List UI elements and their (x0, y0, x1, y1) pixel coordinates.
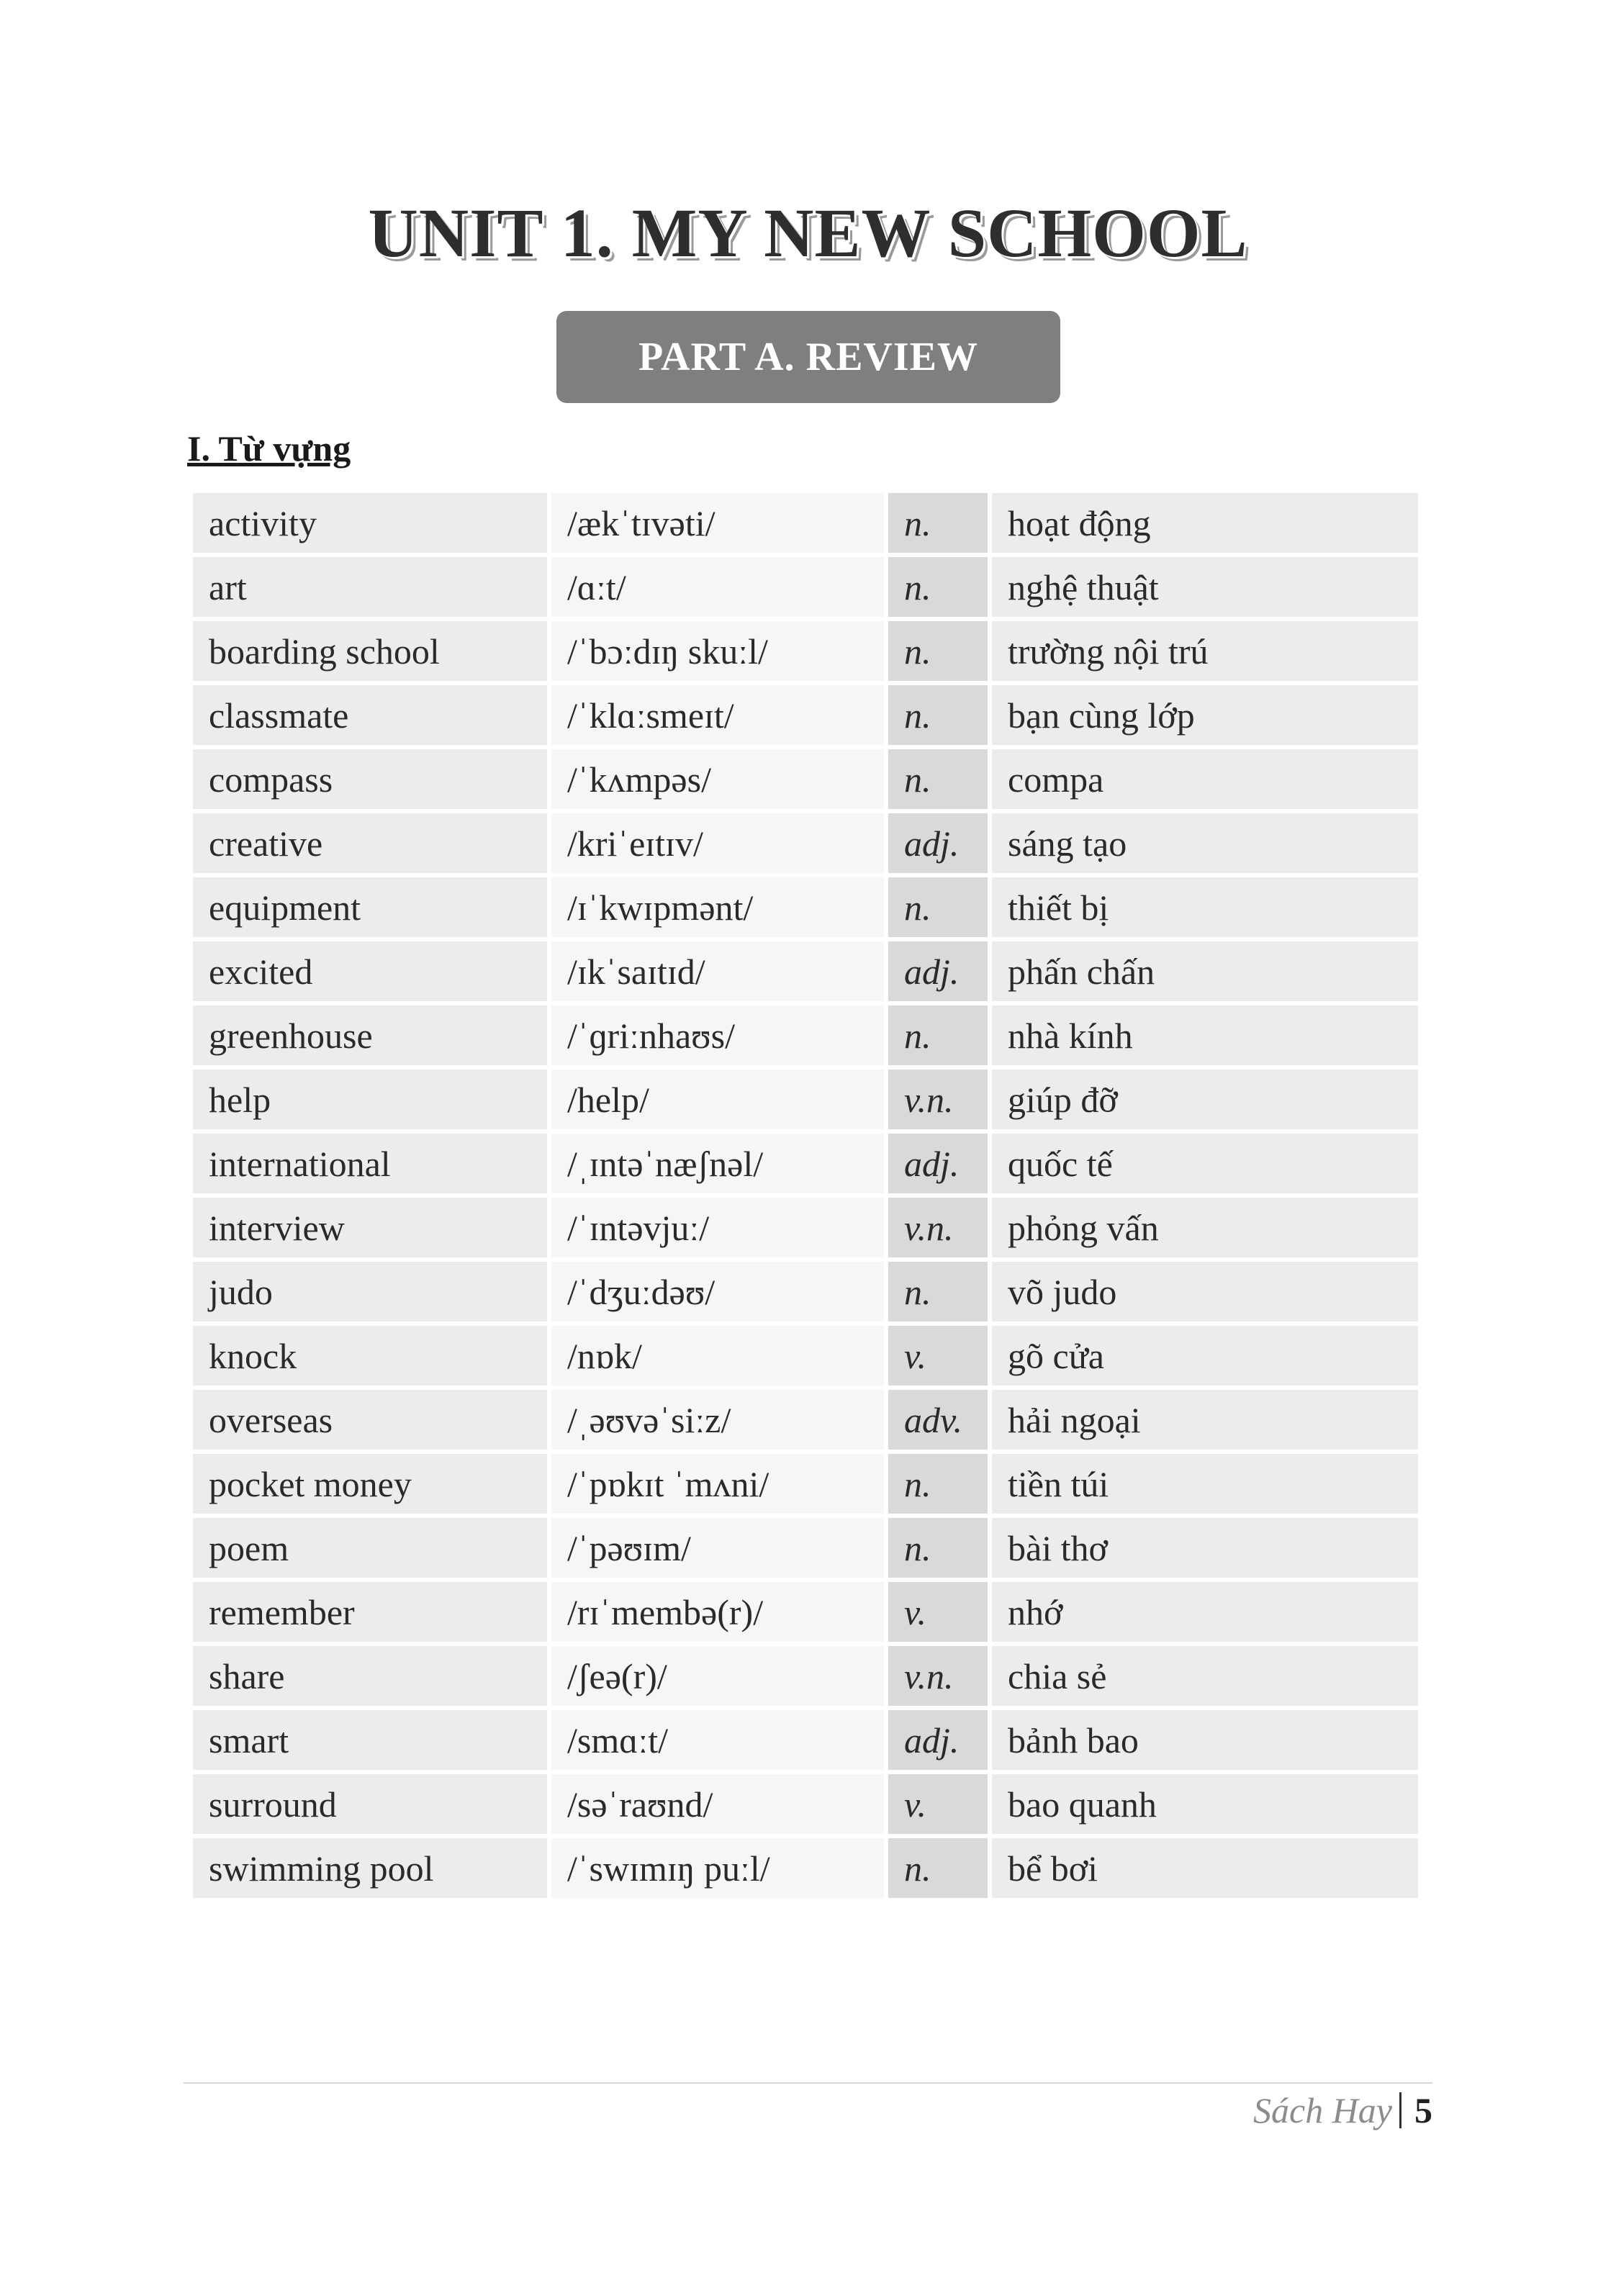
vocab-meaning: bài thơ (992, 1518, 1418, 1578)
vocab-meaning: thiết bị (992, 877, 1418, 937)
vocab-pos: adj. (888, 1134, 988, 1193)
vocab-meaning: bảnh bao (992, 1710, 1418, 1770)
vocab-word: creative (193, 813, 547, 873)
vocab-row (193, 1005, 1418, 1065)
vocab-row (193, 557, 1418, 617)
page-footer (1253, 2089, 1432, 2131)
vocab-row (193, 1838, 1418, 1898)
vocab-row (193, 877, 1418, 937)
vocab-ipa: /smɑːt/ (551, 1710, 884, 1770)
vocab-ipa: /ˈkʌmpəs/ (551, 749, 884, 809)
vocab-pos: n. (888, 557, 988, 617)
footer-divider (184, 2082, 1432, 2084)
vocab-meaning: tiền túi (992, 1454, 1418, 1514)
vocab-word: greenhouse (193, 1005, 547, 1065)
vocab-ipa: /ɑːt/ (551, 557, 884, 617)
vocab-row (193, 1454, 1418, 1514)
vocab-pos: n. (888, 685, 988, 745)
vocab-word: share (193, 1646, 547, 1706)
vocab-word: boarding school (193, 621, 547, 681)
vocab-ipa: /səˈraʊnd/ (551, 1774, 884, 1834)
page-title: UNIT 1. MY NEW SCHOOL (368, 194, 1248, 271)
vocab-row (193, 1134, 1418, 1193)
part-banner: PART A. REVIEW (556, 311, 1060, 403)
vocab-meaning: nghệ thuật (992, 557, 1418, 617)
vocab-row (193, 1582, 1418, 1642)
vocab-word: interview (193, 1198, 547, 1257)
vocab-pos: v. (888, 1774, 988, 1834)
vocab-ipa: /rɪˈmembə(r)/ (551, 1582, 884, 1642)
vocab-word: smart (193, 1710, 547, 1770)
vocab-meaning: phấn chấn (992, 941, 1418, 1001)
footer-separator (1399, 2092, 1401, 2128)
vocab-row (193, 621, 1418, 681)
vocab-ipa: /ˈklɑːsmeɪt/ (551, 685, 884, 745)
vocab-pos: n. (888, 1262, 988, 1321)
vocab-meaning: hoạt động (992, 493, 1418, 553)
section-heading: I. Từ vựng (187, 428, 351, 469)
vocab-word: pocket money (193, 1454, 547, 1514)
vocab-pos: adj. (888, 941, 988, 1001)
vocab-meaning: phỏng vấn (992, 1198, 1418, 1257)
vocab-ipa: /ʃeə(r)/ (551, 1646, 884, 1706)
vocab-word: overseas (193, 1390, 547, 1450)
vocabulary-table (189, 489, 1422, 1902)
page-number: 5 (1414, 2090, 1432, 2130)
vocabulary-table-body (193, 493, 1418, 1898)
vocab-pos: v.n. (888, 1198, 988, 1257)
vocab-pos: n. (888, 1838, 988, 1898)
vocab-meaning: nhà kính (992, 1005, 1418, 1065)
vocab-meaning: nhớ (992, 1582, 1418, 1642)
vocab-word: surround (193, 1774, 547, 1834)
vocab-meaning: hải ngoại (992, 1390, 1418, 1450)
vocab-meaning: bể bơi (992, 1838, 1418, 1898)
vocab-row (193, 493, 1418, 553)
vocab-meaning: sáng tạo (992, 813, 1418, 873)
vocab-pos: n. (888, 749, 988, 809)
vocab-meaning: compa (992, 749, 1418, 809)
vocab-row (193, 941, 1418, 1001)
vocab-ipa: /ækˈtɪvəti/ (551, 493, 884, 553)
vocab-row (193, 1518, 1418, 1578)
vocab-pos: n. (888, 621, 988, 681)
vocab-word: classmate (193, 685, 547, 745)
vocab-pos: n. (888, 1005, 988, 1065)
vocab-row (193, 813, 1418, 873)
vocab-ipa: /nɒk/ (551, 1326, 884, 1386)
vocab-row (193, 1710, 1418, 1770)
vocab-row (193, 1646, 1418, 1706)
vocab-meaning: bao quanh (992, 1774, 1418, 1834)
vocab-word: poem (193, 1518, 547, 1578)
vocab-row (193, 1070, 1418, 1129)
vocab-pos: n. (888, 493, 988, 553)
vocab-word: activity (193, 493, 547, 553)
vocab-ipa: /help/ (551, 1070, 884, 1129)
vocab-pos: v.n. (888, 1646, 988, 1706)
vocab-ipa: /kriˈeɪtɪv/ (551, 813, 884, 873)
vocab-meaning: võ judo (992, 1262, 1418, 1321)
vocab-ipa: /ˌəʊvəˈsiːz/ (551, 1390, 884, 1450)
vocab-row (193, 1262, 1418, 1321)
vocab-pos: n. (888, 1454, 988, 1514)
vocab-pos: v.n. (888, 1070, 988, 1129)
vocab-meaning: trường nội trú (992, 621, 1418, 681)
vocab-word: judo (193, 1262, 547, 1321)
vocab-word: excited (193, 941, 547, 1001)
vocab-row (193, 1390, 1418, 1450)
vocab-meaning: bạn cùng lớp (992, 685, 1418, 745)
vocab-pos: adj. (888, 1710, 988, 1770)
vocab-word: international (193, 1134, 547, 1193)
vocab-word: remember (193, 1582, 547, 1642)
vocab-pos: adj. (888, 813, 988, 873)
vocab-ipa: /ɪˈkwɪpmənt/ (551, 877, 884, 937)
vocab-word: equipment (193, 877, 547, 937)
vocab-ipa: /ˈɪntəvjuː/ (551, 1198, 884, 1257)
vocab-row (193, 749, 1418, 809)
vocab-word: art (193, 557, 547, 617)
vocab-pos: n. (888, 877, 988, 937)
vocab-meaning: gõ cửa (992, 1326, 1418, 1386)
vocab-pos: n. (888, 1518, 988, 1578)
vocab-ipa: /ˈɡriːnhaʊs/ (551, 1005, 884, 1065)
vocab-pos: v. (888, 1326, 988, 1386)
vocab-ipa: /ˌɪntəˈnæʃnəl/ (551, 1134, 884, 1193)
vocab-ipa: /ˈdʒuːdəʊ/ (551, 1262, 884, 1321)
vocab-pos: v. (888, 1582, 988, 1642)
vocab-ipa: /ˈpɒkɪt ˈmʌni/ (551, 1454, 884, 1514)
vocab-ipa: /ɪkˈsaɪtɪd/ (551, 941, 884, 1001)
vocab-row (193, 1326, 1418, 1386)
vocab-pos: adv. (888, 1390, 988, 1450)
vocab-row (193, 1198, 1418, 1257)
footer-brand: Sách Hay (1253, 2090, 1392, 2130)
vocab-meaning: quốc tế (992, 1134, 1418, 1193)
vocab-row (193, 1774, 1418, 1834)
vocab-ipa: /ˈswɪmɪŋ puːl/ (551, 1838, 884, 1898)
vocab-word: compass (193, 749, 547, 809)
vocab-word: help (193, 1070, 547, 1129)
vocab-word: swimming pool (193, 1838, 547, 1898)
vocab-meaning: chia sẻ (992, 1646, 1418, 1706)
vocab-meaning: giúp đỡ (992, 1070, 1418, 1129)
vocab-word: knock (193, 1326, 547, 1386)
vocab-ipa: /ˈpəʊɪm/ (551, 1518, 884, 1578)
vocab-row (193, 685, 1418, 745)
vocab-ipa: /ˈbɔːdɪŋ skuːl/ (551, 621, 884, 681)
